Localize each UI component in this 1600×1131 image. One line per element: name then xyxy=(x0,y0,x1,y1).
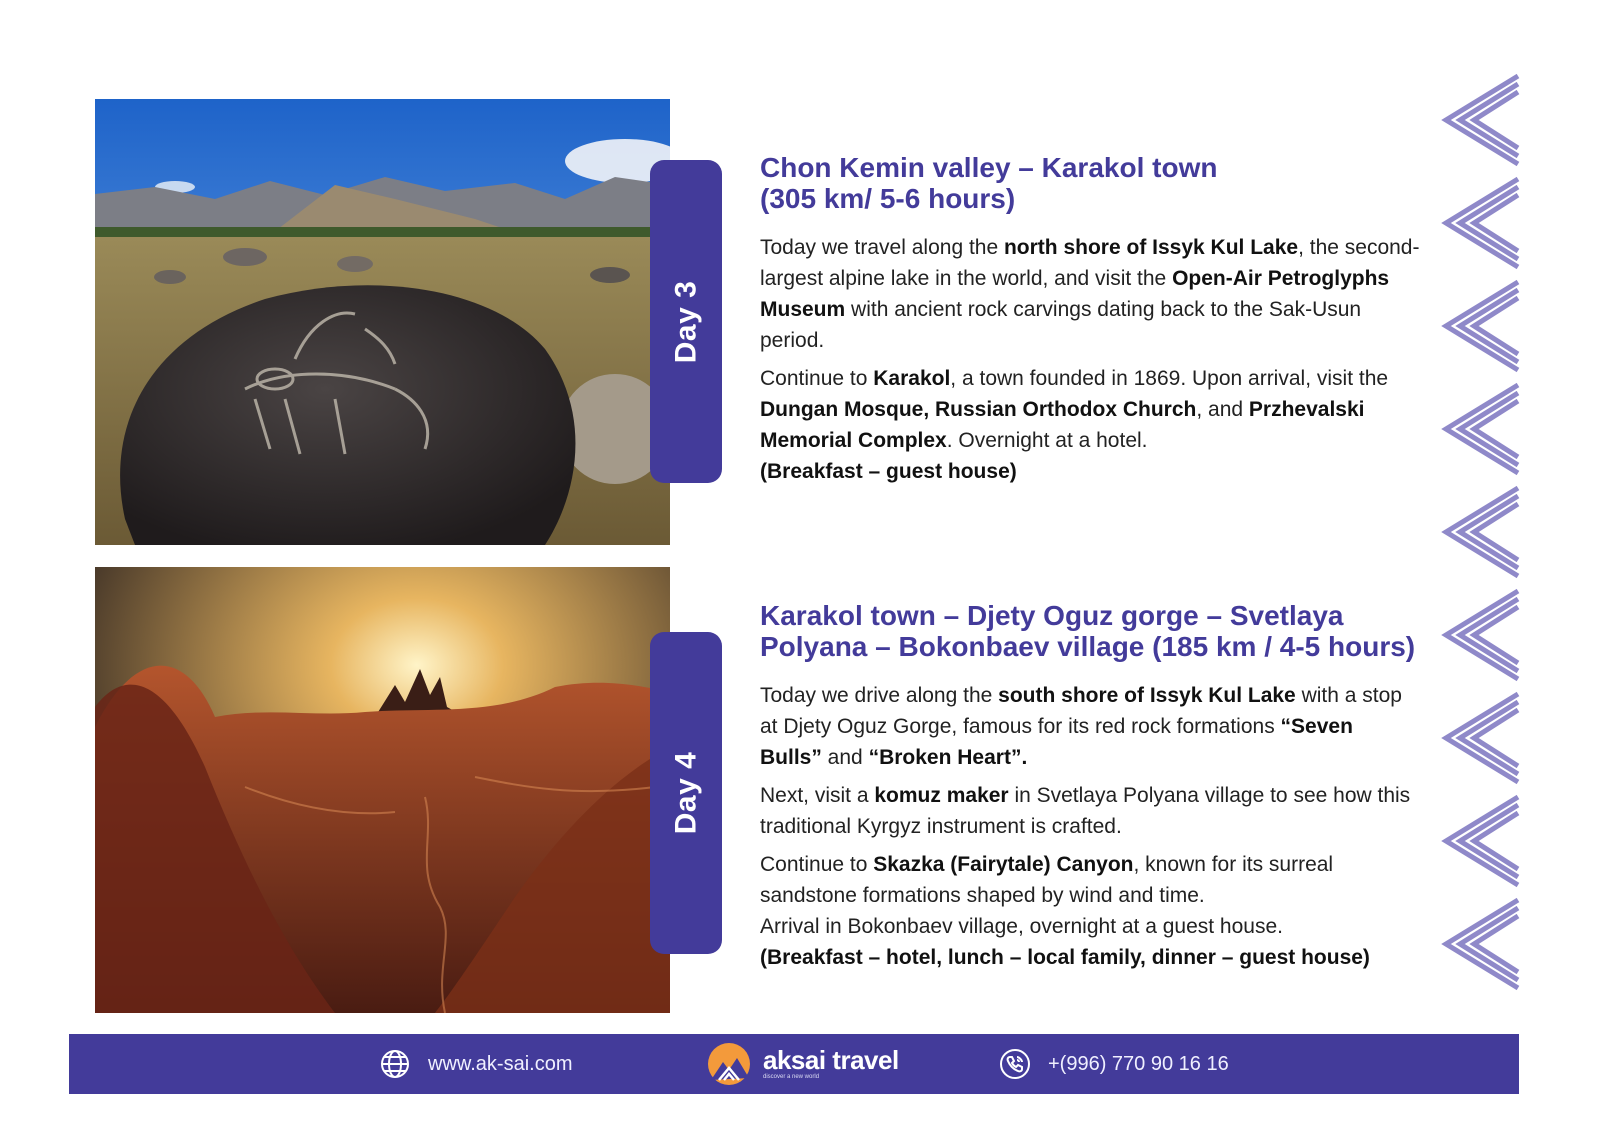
highlight: Przhevalski Memorial Complex xyxy=(760,398,1365,452)
photo-red-canyon xyxy=(95,567,670,1013)
day-3-label: Day 3 xyxy=(669,280,702,363)
brand-text xyxy=(763,1047,899,1081)
highlight: south shore of Issyk Kul Lake xyxy=(998,684,1296,707)
text: Continue to xyxy=(760,853,874,876)
day-3-title-line2: (305 km/ 5-6 hours) xyxy=(760,183,1016,214)
chevron-pattern-decoration xyxy=(1440,70,1520,1030)
brand-name: aksai travel xyxy=(763,1045,899,1075)
day-4-title xyxy=(760,600,1420,662)
highlight: Dungan Mosque, Russian Orthodox Church xyxy=(760,398,1197,421)
day-4-section xyxy=(760,600,1420,980)
website-link[interactable]: www.ak-sai.com xyxy=(428,1052,573,1075)
day-3-tab xyxy=(650,160,722,483)
brand-tagline: discover a new world xyxy=(763,1074,820,1080)
highlight: Skazka (Fairytale) Canyon xyxy=(873,853,1134,876)
text: Today we drive along the xyxy=(760,684,999,707)
day-4-tab xyxy=(650,632,722,954)
text: Next, visit a xyxy=(760,784,875,807)
text: Arrival in Bokonbaev village, overnight at a guest house. xyxy=(760,915,1283,938)
day-3-paragraph-1 xyxy=(760,232,1420,356)
footer-bar xyxy=(69,1034,1519,1094)
aksai-logo-icon xyxy=(707,1042,751,1086)
day-3-title-line1: Chon Kemin valley – Karakol town xyxy=(760,152,1218,183)
day-4-title-line1: Karakol town – Djety Oguz gorge – Svetlaya xyxy=(760,600,1344,631)
text: , and xyxy=(1196,398,1249,421)
highlight: north shore of Issyk Kul Lake xyxy=(1003,236,1299,259)
highlight: Open-Air Petroglyphs Museum xyxy=(760,267,1390,321)
day-3-title xyxy=(760,152,1420,214)
footer-brand xyxy=(707,1034,899,1094)
footer-phone[interactable] xyxy=(999,1034,1229,1094)
day-4-title-line2: Polyana – Bokonbaev village (185 km / 4-5 hours) xyxy=(760,631,1416,662)
canyon-image xyxy=(95,567,670,1013)
day-3-section xyxy=(760,152,1420,494)
photo-petroglyph-boulder xyxy=(95,99,670,545)
highlight: “Broken Heart”. xyxy=(868,746,1028,769)
globe-icon xyxy=(379,1048,411,1080)
text: with ancient rock carvings dating back to the Sak-Usun period. xyxy=(760,298,1362,352)
text: Continue to xyxy=(760,367,874,390)
text: . Overnight at a hotel. xyxy=(946,429,1148,452)
day-4-label: Day 4 xyxy=(669,751,702,835)
text: with a stop at Djety Oguz Gorge, famous for its red rock formations xyxy=(760,684,1402,738)
phone-icon xyxy=(999,1048,1031,1080)
footer-website[interactable] xyxy=(379,1034,572,1094)
text: , known for its surreal sandstone formations shaped by wind and time. xyxy=(760,853,1334,907)
day-4-paragraph-1 xyxy=(760,680,1420,773)
highlight: “Seven Bulls” xyxy=(760,715,1353,769)
text: , the second-largest alpine lake in the world, and visit the xyxy=(760,236,1420,290)
day-3-meals: (Breakfast – guest house) xyxy=(760,460,1017,483)
phone-number[interactable]: +(996) 770 90 16 16 xyxy=(1048,1052,1229,1075)
day-4-paragraph-3 xyxy=(760,849,1420,973)
text: in Svetlaya Polyana village to see how this traditional Kyrgyz instrument is crafted. xyxy=(760,784,1411,838)
text: Today we travel along the xyxy=(760,236,1004,259)
text: and xyxy=(821,746,869,769)
day-4-meals: (Breakfast – hotel, lunch – local family, dinner – guest house) xyxy=(760,946,1370,969)
text: , a town founded in 1869. Upon arrival, visit the xyxy=(950,367,1389,390)
highlight: Karakol xyxy=(873,367,951,390)
highlight: komuz maker xyxy=(874,784,1009,807)
petroglyph-image xyxy=(95,99,670,545)
day-3-paragraph-2 xyxy=(760,363,1420,487)
day-4-paragraph-2 xyxy=(760,780,1420,842)
